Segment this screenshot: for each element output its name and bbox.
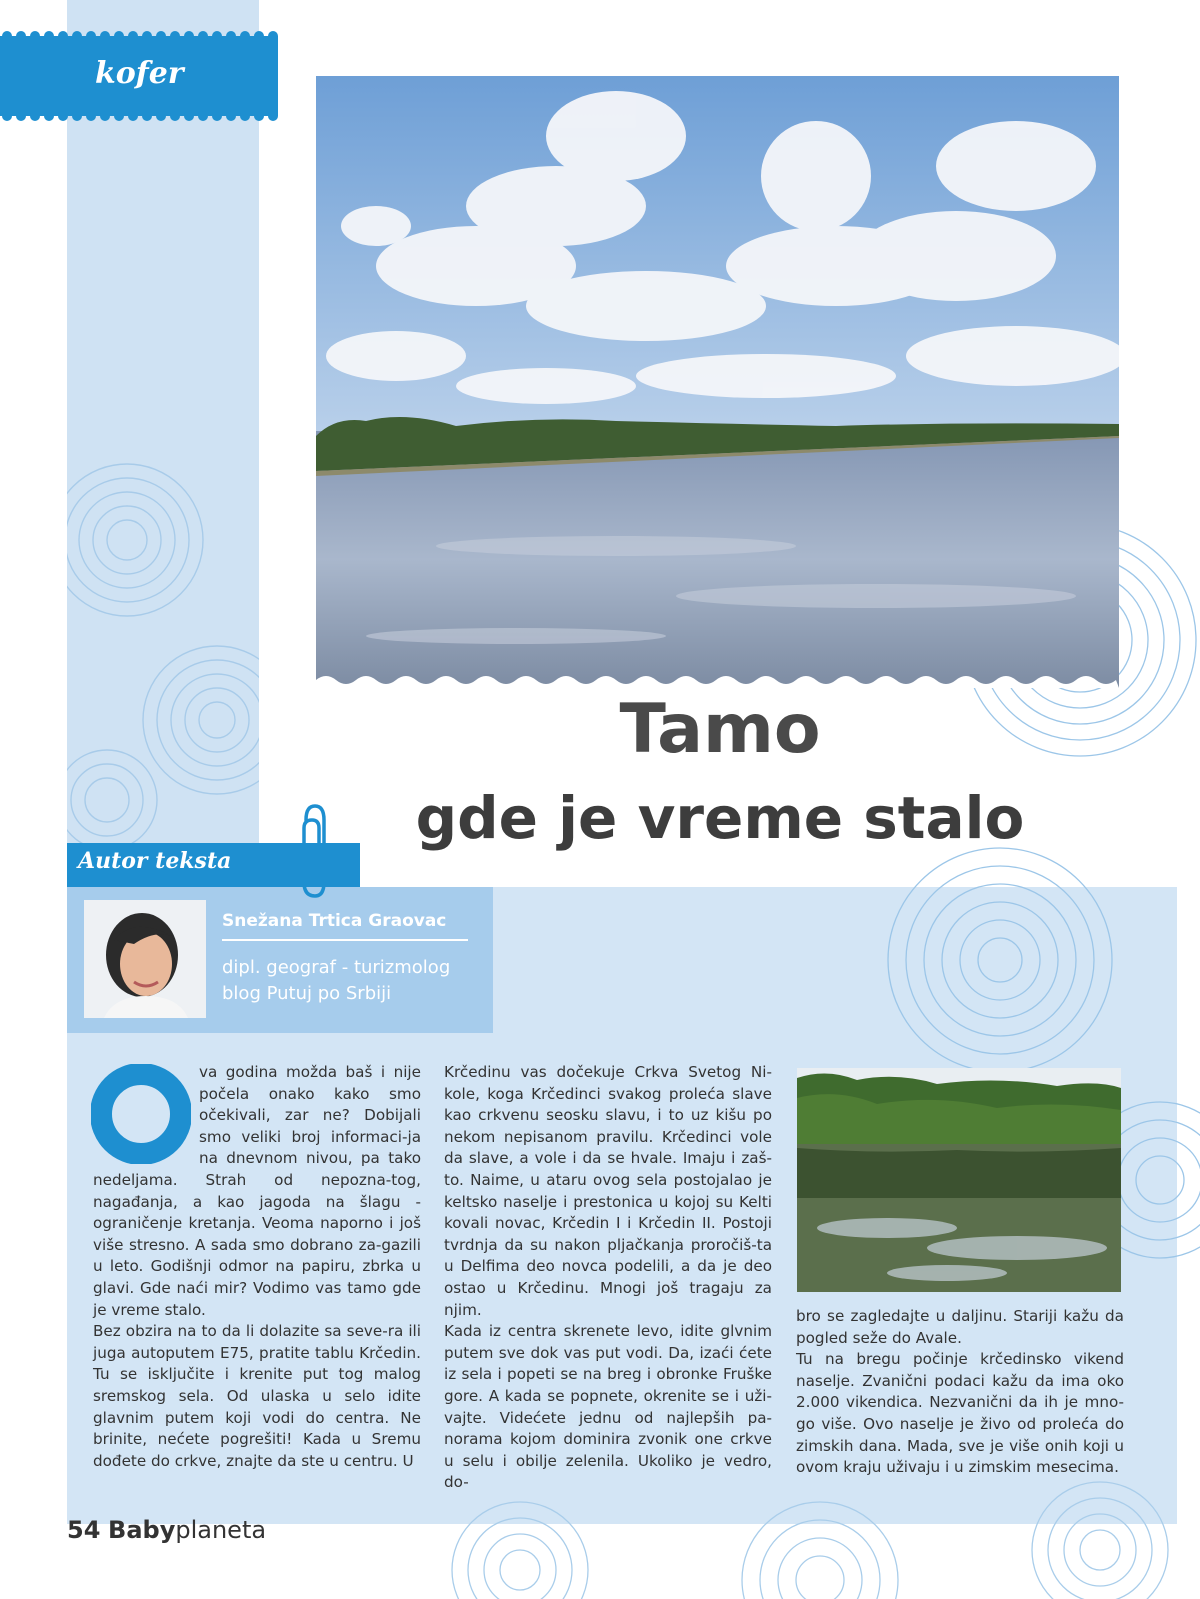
article-title-line2: gde je vreme stalo: [415, 784, 1025, 852]
author-name: Snežana Trtica Graovac: [222, 911, 447, 931]
page-number: 54: [67, 1516, 101, 1544]
river-photo: [797, 1068, 1121, 1292]
dropcap-o: [91, 1064, 191, 1164]
article-paragraph: va godina možda baš i nije počela onako kako smo očekivali, zar ne? Dobijali smo veliki broj informaci-ja na dnevnom nivou, pa tako nedeljama. Strah od nepozna-tog, nagađanja, a kao jagoda na šlagu - ograničenje kretanja. Veoma naporno i još više stresno. A sada smo dobrano za-gazili u leto. Godišnji odmor na papiru, zbrka u glavi. Gde naći mir? Vodimo vas tamo gde je vreme stalo.: [93, 1063, 421, 1319]
article-paragraph: Kada iz centra skrenete levo, idite glvnim putem sve dok vas put vodi. Da, izaći ćete iz sela i popeti se na breg i obronke Fruške gore. A kada se popnete, okrenite se i uži-vajte. Videćete jednu od najlepših pa-norama kojom dominira zvonik one crkve u selu i obilje zelenila. Ukoliko je vedro, do-: [444, 1322, 772, 1492]
article-paragraph: Krčedinu vas dočekuje Crkva Svetog Ni-kole, koga Krčedinci svakog proleća slave kao crkvenu seosku slavu, i to uz kišu po nekom nepisanom pravilu. Krčedinci vole da slave, a vole i da se hvale. Imaju i zaš-to. Naime, u ataru ovog sela postojalao je keltsko naselje i prestonica u kojoj su Kelti kovali novac, Krčedin I i Krčedin II. Postoji tvrdnja da su nakon pljačkanja proročiš-ta u Delfima deo novca podelili, a da je deo ostao u Krčedinu. Mnogi još tragaju za njim.: [444, 1063, 772, 1319]
article-column-2: [444, 1062, 772, 1494]
swirl-pattern-left: [67, 420, 259, 860]
author-divider: [222, 939, 468, 941]
section-label: kofer: [95, 56, 184, 91]
article-title-line1: Tamo: [619, 690, 821, 769]
article-paragraph: Bez obzira na to da li dolazite sa seve-ra ili juga autoputem E75, pratite tablu Krčedin. Tu se isključite i krenite put tog malog sremskog sela. Od ulaska u selo idite glavnim putem koji vodi do centra. Ne brinite, nećete pogrešiti! Kada u Sremu dođete do crkve, znajte da ste u centru. U: [93, 1322, 421, 1470]
main-photo-danube: [316, 76, 1119, 688]
author-role-line2: blog Putuj po Srbiji: [222, 983, 392, 1004]
author-role-line1: dipl. geograf - turizmolog: [222, 957, 451, 978]
paperclip-icon: [292, 800, 338, 902]
author-photo: [84, 900, 206, 1018]
author-tab-label: Autor teksta: [78, 848, 232, 874]
article-column-1: [93, 1062, 421, 1472]
brand-bold: Baby: [108, 1516, 176, 1544]
article-paragraph: Tu na bregu počinje krčedinsko vikend naselje. Zvanični podaci kažu da ima oko 2.000 vikendica. Nezvanični da ih je mno-go više. Ovo naselje je živo od proleća do zimskih dana. Mada, sve je više onih koji u ovom kraju uživaju i u zimskim mesecima.: [796, 1350, 1124, 1477]
author-role: [222, 955, 450, 1007]
svg-text:O: O: [140, 1114, 142, 1115]
article-paragraph: bro se zagledajte u daljinu. Stariji kažu da pogled seže do Avale.: [796, 1307, 1124, 1347]
brand-light: planeta: [175, 1516, 267, 1544]
page-footer: [67, 1516, 266, 1544]
article-column-3: [796, 1306, 1124, 1479]
